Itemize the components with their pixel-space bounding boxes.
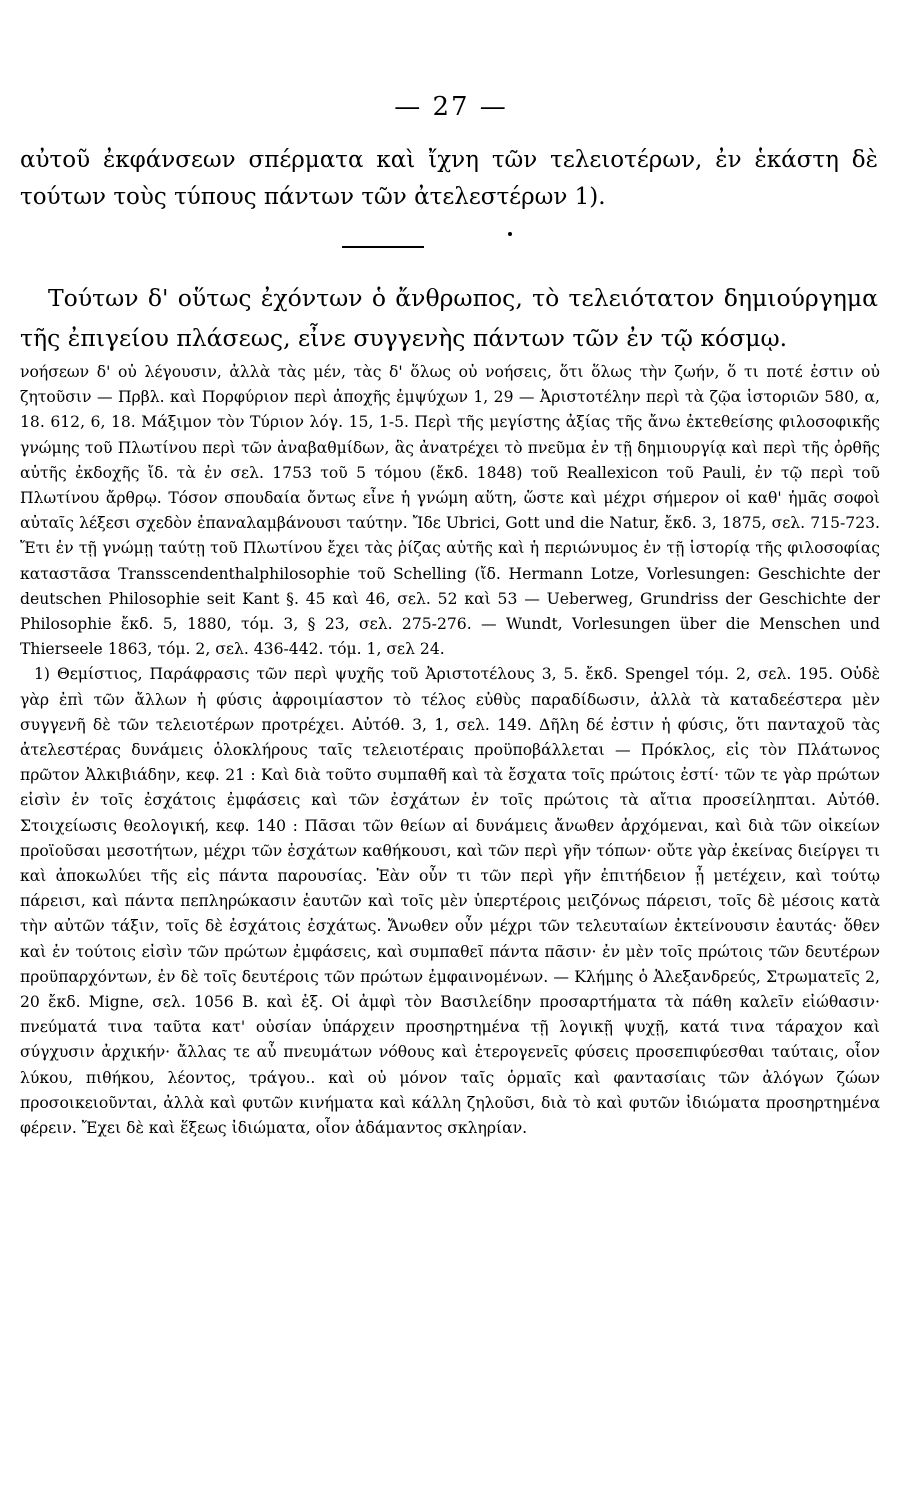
continuation-text: αὐτοῦ ἐκφάνσεων σπέρματα καὶ ἴχνη τῶν τελειοτέρων, ἐν ἑκάστη δὲ τούτων τοὺς τύπους πάντων τῶν ἀτελεστέρων 1). [20,147,878,210]
page-number: — 27 — [394,92,508,122]
section-rule [342,246,424,248]
printer-dot [508,232,512,236]
main-paragraph: Τούτων δ' οὕτως ἐχόντων ὁ ἄνθρωπος, τὸ τελειότατον δημιούργημα τῆς ἐπιγείου πλάσεως, εἶνε συγγενὴς πάντων τῶν ἐν τῷ κόσμῳ. [20,284,878,352]
note-continuation: νοήσεων δ' οὐ λέγουσιν, ἀλλὰ τὰς μέν, τὰς δ' ὅλως οὐ νοήσεις, ὅτι ὅλως τὴν ζωήν, ὅ τι ποτέ ἐστιν οὐ ζητοῦσιν — Πρβλ. καὶ Πορφύριον περὶ ἀποχῆς ἐμψύχων 1, 29 — Ἀριστοτέλην περὶ τὰ ζῷα ἱστοριῶν 580, α, 18. 612, 6, 18. Μάξιμον τὸν Τύριον λόγ. 15, 1-5. Περὶ τῆς μεγίστης ἀξίας τῆς ἄνω ἐκτεθείσης φιλοσοφικῆς γνώμης τοῦ Πλωτίνου περὶ τῶν ἀναβαθμίδων, ἃς ἀνατρέχει τὸ πνεῦμα ἐν τῇ δημιουργίᾳ καὶ περὶ τῆς ὀρθῆς αὐτῆς ἐκδοχῆς ἴδ. τὰ ἐν σελ. 1753 τοῦ 5 τόμου (ἔκδ. 1848) τοῦ Reallexicon τοῦ Pauli, ἐν τῷ περὶ τοῦ Πλωτίνου ἄρθρῳ. Τόσον σπουδαία ὄντως εἶνε ἡ γνώμη αὕτη, ὥστε καὶ μέχρι σήμερον οἱ καθ' ἡμᾶς σοφοὶ αὐταῖς λέξεσι σχεδὸν ἐπαναλαμβάνουσι ταύτην. Ἴδε Ubrici, Gott und die Natur, ἔκδ. 3, 1875, σελ. 715-723. Ἔτι ἐν τῇ γνώμῃ ταύτῃ τοῦ Πλωτίνου ἔχει τὰς ῥίζας αὐτῆς καὶ ἡ περιώνυμος ἐν τῇ ἱστορίᾳ τῆς φιλοσοφίας καταστᾶσα Transscendenthalphilosophie τοῦ Schelling (ἴδ. Hermann Lotze, Vorlesungen: Geschichte der deutschen Philosophie seit Kant §. 45 καὶ 46, σελ. 52 καὶ 53 — Ueberweg, Grundriss der Geschichte der Philosophie ἔκδ. 5, 1880, τόμ. 3, § 23, σελ. 275-276. — Wundt, Vorlesungen über die Menschen und Thierseele 1863, τόμ. 2, σελ. 436-442. τόμ. 1, σελ 24. [20,363,880,659]
footnote-1: 1) Θεμίστιος, Παράφρασις τῶν περὶ ψυχῆς τοῦ Ἀριστοτέλους 3, 5. ἔκδ. Spengel τόμ. 2, σελ. 195. Οὐδὲ γὰρ ἐπὶ τῶν ἄλλων ἡ φύσις ἀφροιμίαστον τὸ τέλος εὐθὺς παραδίδωσιν, ἀλλὰ τὰ καταδεέστερα μὲν συγγενῆ δὲ τῶν τελειοτέρων προτρέχει. Αὐτόθ. 3, 1, σελ. 149. Δῆλη δέ ἐστιν ἡ φύσις, ὅτι πανταχοῦ τὰς ἀτελεστέρας δυνάμεις ὁλοκλήρους ταῖς τελειοτέραις προϋποβάλλεται — Πρόκλος, εἰς τὸν Πλάτωνος πρῶτον Ἀλκιβιάδην, κεφ. 21 : Καὶ διὰ τοῦτο συμπαθῆ καὶ τὰ ἔσχατα τοῖς πρώτοις ἐστί· τῶν τε γὰρ πρώτων εἰσὶν ἐν τοῖς ἐσχάτοις ἐμφάσεις καὶ τῶν ἐσχάτων ἐν τοῖς πρώτοις τὰ αἴτια προσείληπται. Αὐτόθ. Στοιχείωσις θεολογική, κεφ. 140 : Πᾶσαι τῶν θείων αἱ δυνάμεις ἄνωθεν ἀρχόμεναι, καὶ διὰ τῶν οἰκείων προϊοῦσαι μεσοτήτων, μέχρι τῶν ἐσχάτων καθήκουσι, καὶ τῶν περὶ γῆν τόπων· οὔτε γὰρ ἐκείνας διείργει τι καὶ ἀποκωλύει τῆς εἰς πάντα παρουσίας. Ἐὰν οὖν τι τῶν περὶ γῆν ἐπιτήδειον ᾖ μετέχειν, καὶ τούτῳ πάρεισι, καὶ πάντα πεπληρώκασιν ἑαυτῶν καὶ τοῖς μὲν ὑπερτέροις μειζόνως πάρεισι, τοῖς δὲ μέσοις κατὰ τὴν αὐτῶν τάξιν, τοῖς δὲ ἐσχάτοις ἐσχάτως. Ἄνωθεν οὖν μέχρι τῶν τελευταίων ἐκτείνουσιν ἑαυτάς· ὅθεν καὶ ἐν τούτοις εἰσὶν τῶν πρώτων ἐμφάσεις, καὶ συμπαθεῖ πάντα πᾶσιν· ἐν μὲν τοῖς πρώτοις τῶν δευτέρων προϋπαρχόντων, ἐν δὲ τοῖς δευτέροις τῶν πρώτων ἐμφαινομένων. — Κλήμης ὁ Ἀλεξανδρεύς, Στρωματεῖς 2, 20 ἔκδ. Migne, σελ. 1056 Β. καὶ ἑξ. Οἱ ἀμφὶ τὸν Βασιλείδην προσαρτήματα τὰ πάθη καλεῖν εἰώθασιν· πνεύματά τινα ταῦτα κατ' οὐσίαν ὑπάρχειν προσηρτημένα τῇ λογικῇ ψυχῇ, κατά τινα τάραχον καὶ σύγχυσιν ἀρχικήν· ἄλλας τε αὖ πνευμάτων νόθους καὶ ἑτερογενεῖς φύσεις προσεπιφύεσθαι ταύταις, οἷον λύκου, πιθήκου, λέοντος, τράγου.. καὶ οὐ μόνον ταῖς ὁρμαῖς καὶ φαντασίαις τῶν ἀλόγων ζώων προσοικειοῦνται, ἀλλὰ καὶ φυτῶν κινήματα καὶ κάλλη ζηλοῦσι, διὰ τὸ καὶ φυτῶν ἰδιώματα προσηρτημένα φέρειν. Ἔχει δὲ καὶ ἕξεως ἰδιώματα, οἷον ἀδάμαντος σκληρίαν. [20,665,880,1138]
footnotes [20,360,880,1141]
